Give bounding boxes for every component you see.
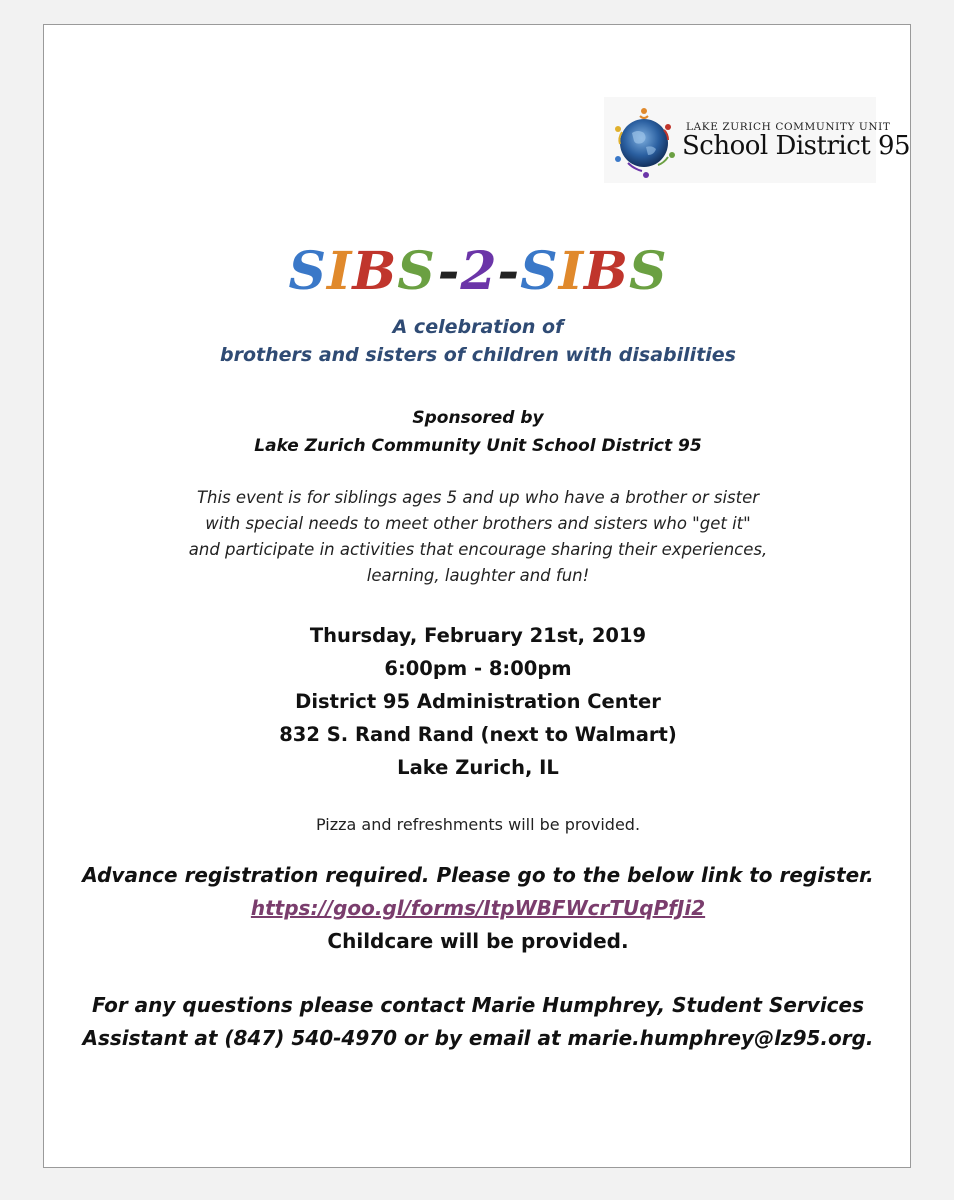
event-venue: District 95 Administration Center [295,690,661,713]
sponsor-name: Lake Zurich Community Unit School District 95 [254,436,702,456]
event-details [44,619,912,784]
childcare-note: Childcare will be provided. [327,929,629,953]
title-letter: - [437,241,461,302]
globe-people-icon [606,99,682,181]
title-letter: I [327,241,353,302]
subtitle [44,313,912,369]
event-title [44,241,912,302]
contact-line-2: Assistant at (847) 540-4970 or by email at marie.humphrey@lz95.org. [82,1026,874,1050]
registration-text: Advance registration required. Please go to the below link to register. [82,863,874,887]
district-logo [604,97,911,183]
contact-line-1: For any questions please contact Marie Humphrey, Student Services [91,993,864,1017]
event-description [44,485,912,589]
title-letter: - [497,241,521,302]
title-letter: S [288,241,328,302]
sponsor-label: Sponsored by [412,408,544,428]
event-address: 832 S. Rand Rand (next to Walmart) [279,723,677,746]
subtitle-line-1: A celebration of [392,316,564,338]
title-letter: B [584,241,629,302]
flyer-page [43,24,911,1168]
event-date: Thursday, February 21st, 2019 [309,624,647,647]
logo-line-2: School District 95 [682,131,911,161]
event-time: 6:00pm - 8:00pm [384,657,572,680]
title-letter: 2 [460,241,498,302]
description-line: This event is for siblings ages 5 and up who have a brother or sister [196,488,760,507]
logo-line-1: LAKE ZURICH COMMUNITY UNIT [686,121,891,133]
event-city: Lake Zurich, IL [397,756,559,779]
description-line: learning, laughter and fun! [366,566,590,585]
description-line: and participate in activities that encourage sharing their experiences, [188,540,768,559]
title-letter: S [628,241,668,302]
sponsor-block [44,404,912,460]
description-line: with special needs to meet other brothers and sisters who "get it" [205,514,751,533]
subtitle-line-2: brothers and sisters of children with disabilities [220,344,736,366]
title-letter: S [520,241,559,302]
title-letter: I [558,241,585,302]
food-note: Pizza and refreshments will be provided. [315,815,641,834]
title-letter: B [352,241,398,302]
registration-link[interactable]: https://goo.gl/forms/ItpWBFWcrTUqPfJi2 [250,896,706,920]
contact-block [44,989,912,1055]
title-letter: S [397,241,438,302]
registration-block [44,859,912,958]
